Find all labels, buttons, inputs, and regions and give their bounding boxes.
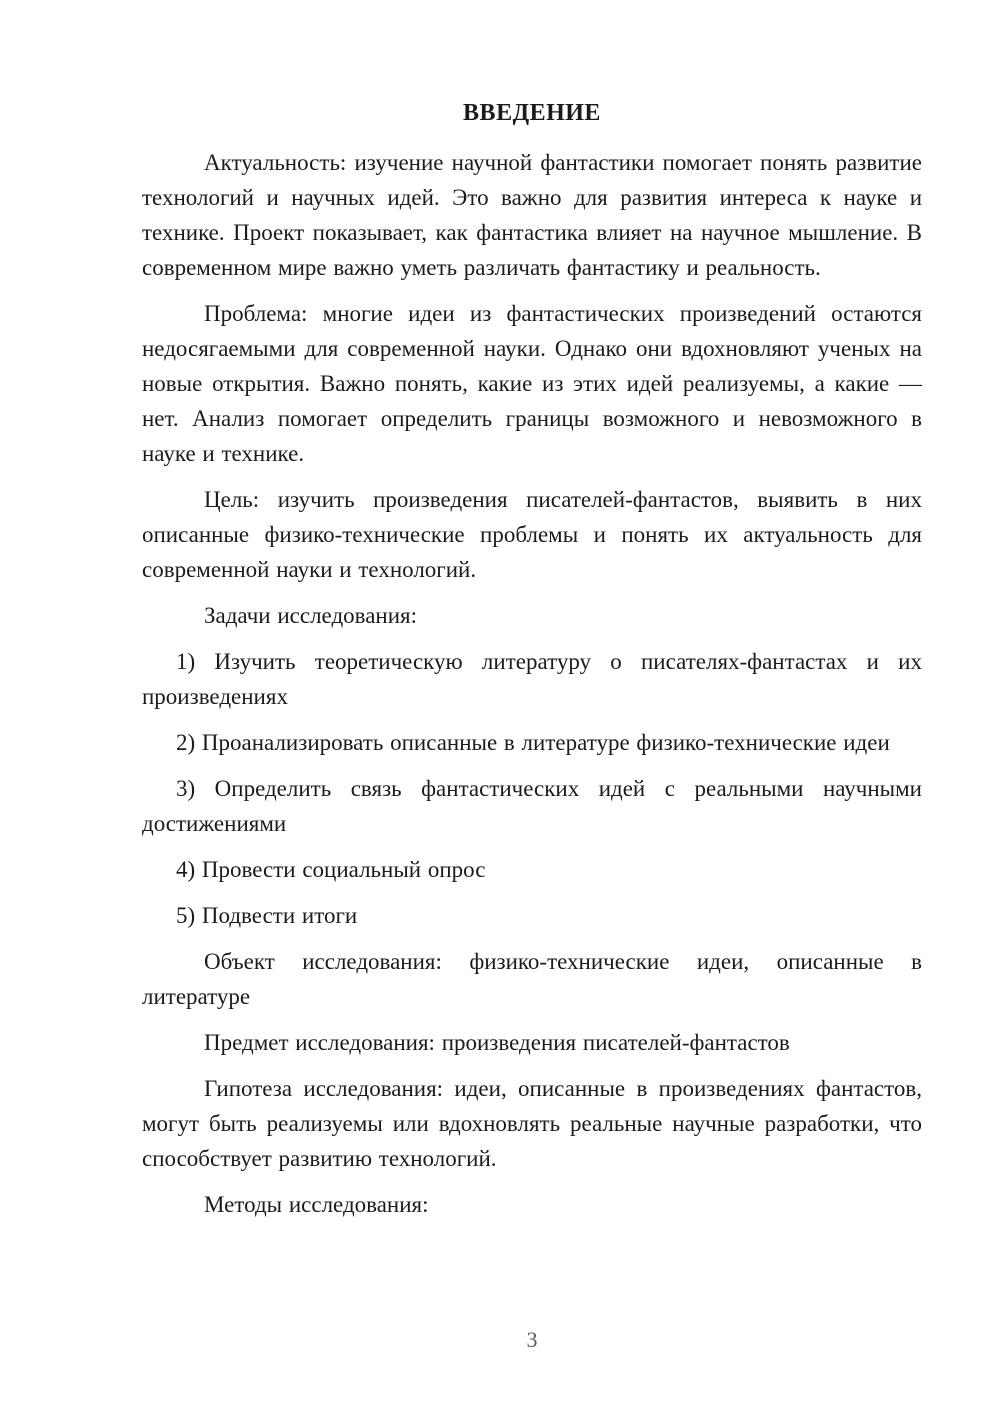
paragraph-relevance: Актуальность: изучение научной фантастики помогает понять развитие технологий и научных идей. Это важно для развития интереса к науке и технике. Проект показывает, как фантастика влияет на научное мышление. В современном мире важно уметь различать фантастику и реальность. [142,150,922,280]
tasks-heading: Задачи исследования: [204,603,418,628]
methods-heading: Методы исследования: [204,1192,429,1217]
task-item-4: 4) Провести социальный опрос [176,857,486,882]
page-number: 3 [526,1327,538,1352]
task-item-3: 3) Определить связь фантастических идей с реальными научными достижениями [142,776,922,836]
paragraph-object: Объект исследования: физико-технические идеи, описанные в литературе [142,949,922,1009]
paragraph-subject: Предмет исследования: произведения писателей-фантастов [204,1030,790,1055]
paragraph-problem: Проблема: многие идеи из фантастических произведений остаются недосягаемыми для современной науки. Однако они вдохновляют ученых на новые открытия. Важно понять, какие из этих идей реализуемы, а какие — нет. Анализ помогает определить границы возможного и невозможного в науке и технике. [142,301,922,466]
task-item-2: 2) Проанализировать описанные в литературе физико-технические идеи [176,730,890,755]
page-title: ВВЕДЕНИЕ [463,100,601,126]
paragraph-goal: Цель: изучить произведения писателей-фантастов, выявить в них описанные физико-технические проблемы и понять их актуальность для современной науки и технологий. [142,487,922,582]
task-item-5: 5) Подвести итоги [176,903,358,928]
task-item-1: 1) Изучить теоретическую литературу о писателях-фантастах и их произведениях [142,649,922,709]
paragraph-hypothesis: Гипотеза исследования: идеи, описанные в произведениях фантастов, могут быть реализуемы или вдохновлять реальные научные разработки, что способствует развитию технологий. [142,1076,922,1171]
